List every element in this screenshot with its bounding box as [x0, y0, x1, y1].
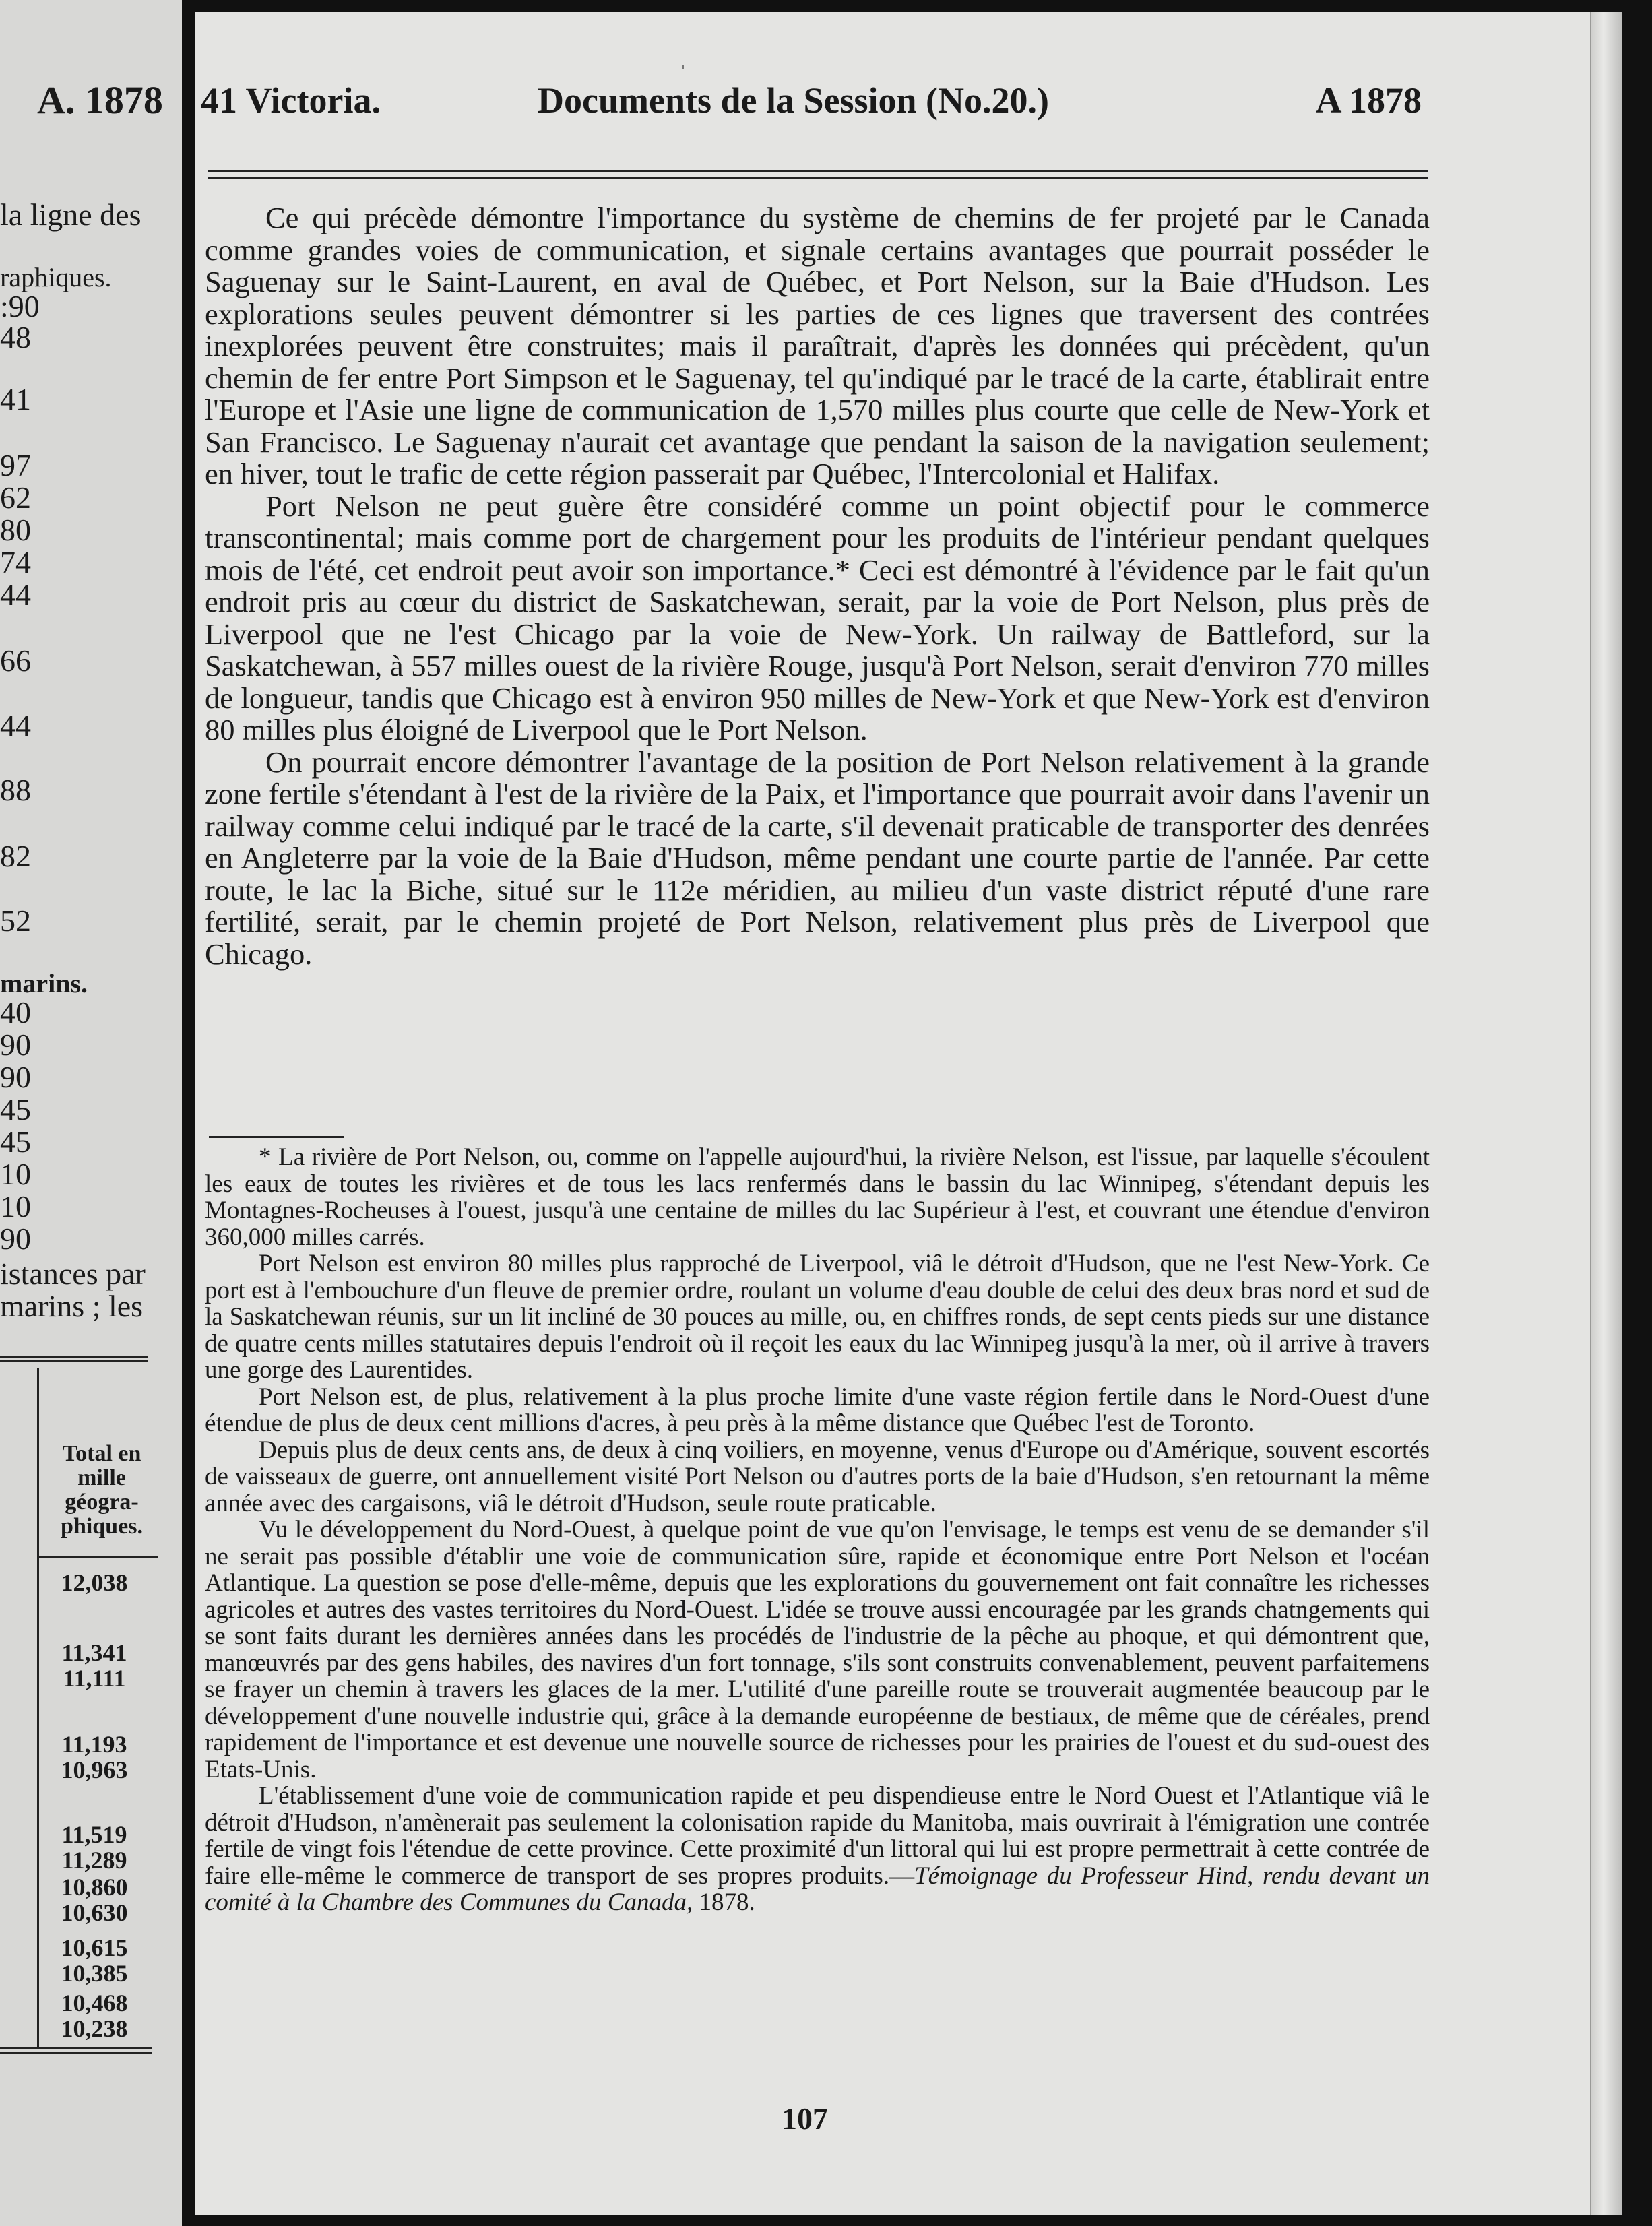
- left-table-total: 11,111: [63, 1665, 126, 1692]
- left-table-total: 11,193: [61, 1731, 127, 1758]
- left-number: 90: [0, 1221, 31, 1256]
- left-number: 52: [0, 903, 31, 938]
- body-text: [205, 202, 1430, 970]
- print-mark: [682, 65, 684, 69]
- left-number: 90: [0, 1027, 31, 1062]
- left-table-total: 11,289: [61, 1847, 127, 1874]
- left-number: 97: [0, 448, 31, 482]
- left-line: istances par: [0, 1257, 146, 1291]
- left-table-total: 10,860: [61, 1874, 128, 1901]
- header-double-rule: [208, 170, 1428, 179]
- body-paragraph: Ce qui précède démontre l'importance du système de chemins de fer projeté par le Canada comme grandes voies de communication, et signale certains avantages que pourrait posséder le Saguenay sur le Saint-Laurent, en aval de Québec, et Port Nelson, sur la Baie d'Hudson. Les explorations seules peuvent démontrer si les parties de ces lignes que traversent des contrées inexplorées peuvent être construites; mais il paraîtrait, d'après les données qui précèdent, qu'un chemin de fer entre Port Simpson et le Saguenay, tel qu'indiqué par le tracé de la carte, établirait entre l'Europe et l'Asie une ligne de communication de 1,570 milles plus courte que celle de New-York et San Francisco. Le Saguenay n'aurait cet avantage que pendant la saison de la navigation seulement; en hiver, tout le trafic de cette région passerait par Québec, l'Intercolonial et Halifax.: [205, 201, 1430, 490]
- left-number: 44: [0, 708, 31, 742]
- header-year: A 1878: [1315, 80, 1422, 121]
- left-page-header: A. 1878: [37, 78, 163, 122]
- left-number: 90: [0, 1060, 31, 1094]
- left-line: marins.: [0, 968, 88, 998]
- left-table-total: 10,238: [61, 2015, 128, 2042]
- left-number: 10: [0, 1189, 31, 1223]
- left-table-total: 10,385: [61, 1960, 128, 1987]
- left-table-total: 11,519: [61, 1821, 127, 1848]
- left-table-total: 10,615: [61, 1934, 128, 1961]
- left-table-total: 12,038: [61, 1569, 128, 1596]
- footnote-rule: [209, 1136, 344, 1138]
- header-victoria: 41 Victoria.: [201, 80, 381, 121]
- footnote-text: L'établissement d'une voie de communication rapide et peu dispendieuse entre le Nord Ouest et l'Atlantique viâ le détroit d'Hudson, n'amènerait pas seulement la colonisation rapide du Manitoba, mais ouvrirait à l'émigration une contrée fertile de vingt fois l'étendue de cette province. Cette proximité d'un littoral qui lui est propre permettrait à cette contrée de faire elle-même le commerce de transport de ses propres produits.—: [205, 1782, 1430, 1890]
- left-table-total: 10,468: [61, 1990, 128, 2016]
- left-number: 45: [0, 1124, 31, 1159]
- footnote-paragraph-last: [205, 1783, 1430, 1916]
- left-number: :90: [0, 289, 40, 323]
- running-header: [201, 80, 1422, 133]
- body-paragraph: Port Nelson ne peut guère être considéré comme un point objectif pour le commerce transcontinental; mais comme port de chargement pour les produits de l'intérieur pendant quelques mois de l'été, cet endroit peut avoir son importance.* Ceci est démontré à l'évidence par le fait qu'un endroit pris au cœur du district de Saskatchewan, serait, par la voie de Port Nelson, plus près de Liverpool que ne l'est Chicago par la voie de New-York. Un railway de Battleford, sur la Saskatchewan, à 557 milles ouest de la rivière Rouge, jusqu'à Port Nelson, serait d'environ 770 milles de longueur, tandis que Chicago est à environ 950 milles de New-York et que New-York est d'environ 80 milles plus éloigné de Liverpool que le Port Nelson.: [205, 488, 1430, 746]
- footnote-paragraph: Depuis plus de deux cents ans, de deux à cinq voiliers, en moyenne, venus d'Europe ou d'Amérique, souvent escortés de vaisseaux de guerre, ont annuellement visité Port Nelson ou d'autres ports de la baie d'Hudson, s'en retournant la même année avec des cargaisons, viâ le détroit d'Hudson, seule route praticable.: [205, 1436, 1430, 1517]
- left-number: 10: [0, 1157, 31, 1191]
- left-number: 66: [0, 643, 31, 678]
- left-table-total: 10,630: [61, 1899, 128, 1926]
- left-number: 48: [0, 320, 31, 354]
- left-number: 82: [0, 839, 31, 873]
- footnote-paragraph: * La rivière de Port Nelson, ou, comme on l'appelle aujourd'hui, la rivière Nelson, est l'issue, par laquelle s'écoulent les eaux de toutes les rivières et de tous les lacs renfermés dans le bassin du lac Winnipeg, s'étendant depuis les Montagnes-Rocheuses à l'ouest, jusqu'à une centaine de milles du lac Supérieur à l'est, et couvrant une étendue d'environ 360,000 milles carrés.: [205, 1143, 1430, 1251]
- left-table-column-header: Total en mille géogra-phiques.: [61, 1441, 143, 1539]
- footnote-citation-year: 1878.: [699, 1888, 755, 1916]
- page-edge: [1590, 12, 1622, 2215]
- left-number: 44: [0, 577, 31, 612]
- left-table-top-rule: [0, 1356, 148, 1362]
- left-number: 74: [0, 545, 31, 579]
- document-page: [195, 12, 1622, 2215]
- left-number: 88: [0, 773, 31, 807]
- page-number: 107: [782, 2101, 828, 2136]
- left-table-column-rule: [37, 1368, 39, 2048]
- left-number: 62: [0, 480, 31, 515]
- body-paragraph: On pourrait encore démontrer l'avantage de la position de Port Nelson relativement à la grande zone fertile s'étendant à l'est de la rivière de la Paix, et l'importance que pourrait avoir dans l'avenir un railway comme celui indiqué par le tracé de la carte, s'il devenait praticable de transporter des denrées en Angleterre par la voie de la Baie d'Hudson, même pendant une courte partie de l'année. Par cette route, le lac la Biche, situé sur le 112e méridien, au milieu d'un vaste district réputé d'une rare fertilité, serait, par le chemin projeté de Port Nelson, relativement plus près de Liverpool que Chicago.: [205, 744, 1430, 971]
- left-line: marins ; les: [0, 1289, 144, 1323]
- left-table-header-rule: [37, 1556, 158, 1558]
- left-number: 80: [0, 513, 31, 547]
- footnotes: [205, 1144, 1430, 1916]
- footnote-paragraph: Port Nelson est, de plus, relativement à la plus proche limite d'une vaste région fertile dans le Nord-Ouest d'une étendue de plus de deux cent millions d'acres, à peu près à la même distance que Québec l'est de Toronto.: [205, 1382, 1430, 1437]
- left-page-fragment: [0, 0, 182, 2226]
- left-number: 41: [0, 382, 31, 416]
- footnote-paragraph: Port Nelson est environ 80 milles plus rapproché de Liverpool, viâ le détroit d'Hudson, que ne l'est New-York. Ce port est à l'embouchure d'un fleuve de premier ordre, roulant un volume d'eau double de celui des deux bras nord et sud de la Saskatchewan réunis, sur un lit incliné de 30 pouces au mille, ou, en chiffres ronds, de sept cents pieds sur une distance de quatre cents milles statutaires depuis l'endroit où il reçoit les eaux du lac Winnipeg jusqu'à la mer, où il arrive à travers une gorge des Laurentides.: [205, 1250, 1430, 1384]
- footnote-paragraph: Vu le développement du Nord-Ouest, à quelque point de vue qu'on l'envisage, le temps est venu de se demander s'il ne serait pas possible d'établir une voie de communication sûre, rapide et économique entre Port Nelson et l'océan Atlantique. La question se pose d'elle-même, depuis que les explorations du gouvernement ont fait connaître les richesses agricoles et autres des vastes territoires du Nord-Ouest. L'idée se trouve aussi encouragée par les grands chatngements qui se sont faits durant les dernières années dans les procédés de l'industrie de la pêche au phoque, et qui démontrent que, manœuvrés par des gens habiles, des navires d'un fort tonnage, s'ils sont construits convenablement, peuvent parfaitemens se frayer un chemin à travers les glaces de la mer. L'utilité d'une pareille route se trouverait augmentée beaucoup par le développement d'une nouvelle industrie qui, grâce à la demande européenne de bestiaux, de même que de céréales, prend rapidement de l'importance et est devenue une nouvelle source de richesses pour les prairies de l'ouest et du sud-ouest des Etats-Unis.: [205, 1516, 1430, 1783]
- left-line: raphiques.: [0, 262, 112, 292]
- left-table-bottom-rule: [0, 2047, 152, 2054]
- left-number: 40: [0, 995, 31, 1029]
- left-table-total: 10,963: [61, 1756, 128, 1783]
- left-number: 45: [0, 1092, 31, 1126]
- left-line: la ligne des: [0, 197, 141, 232]
- left-table-total: 11,341: [61, 1639, 127, 1666]
- header-title: Documents de la Session (No.20.): [538, 80, 1050, 121]
- footnote-citation: Témoignage du Professeur Hind, rendu devant un comité à la Chambre des Communes du Canada,: [205, 1862, 1430, 1916]
